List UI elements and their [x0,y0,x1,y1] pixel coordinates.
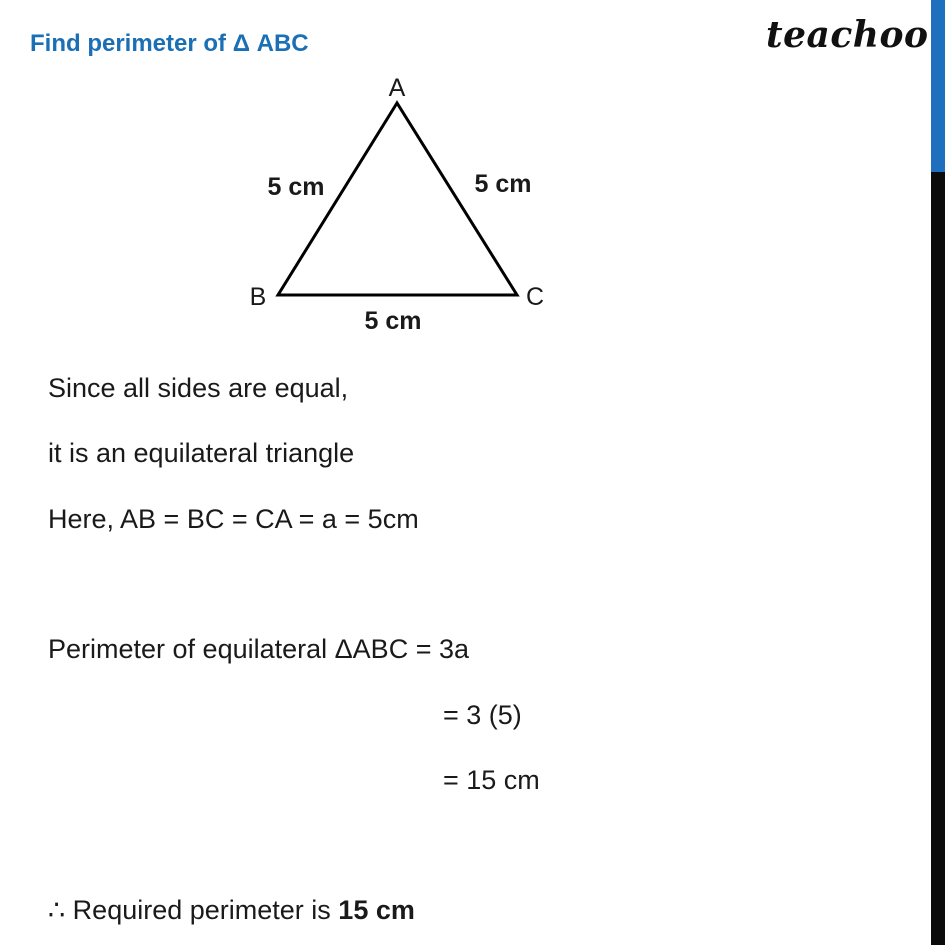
conclusion-value: 15 cm [338,895,415,925]
side-label-ab: 5 cm [267,173,325,201]
conclusion-prefix: ∴ Required perimeter is [48,895,339,925]
side-label-bc: 5 cm [364,307,422,335]
solution-line-2: it is an equilateral triangle [48,438,355,468]
vertex-label-b: B [249,283,267,311]
side-label-ac: 5 cm [474,170,532,198]
solution-line-4: Perimeter of equilateral ΔABC = 3a [48,634,469,664]
solution-line-6: = 15 cm [443,765,540,795]
conclusion-line [48,895,415,926]
solution-line-3: Here, AB = BC = CA = a = 5cm [48,504,419,534]
vertex-label-c: C [525,283,545,311]
page-title: Find perimeter of Δ ABC [30,30,309,57]
solution-line-5: = 3 (5) [443,700,522,730]
teachoo-logo: teachoo [766,14,929,56]
vertex-label-a: A [388,74,406,102]
solution-line-1: Since all sides are equal, [48,373,349,403]
